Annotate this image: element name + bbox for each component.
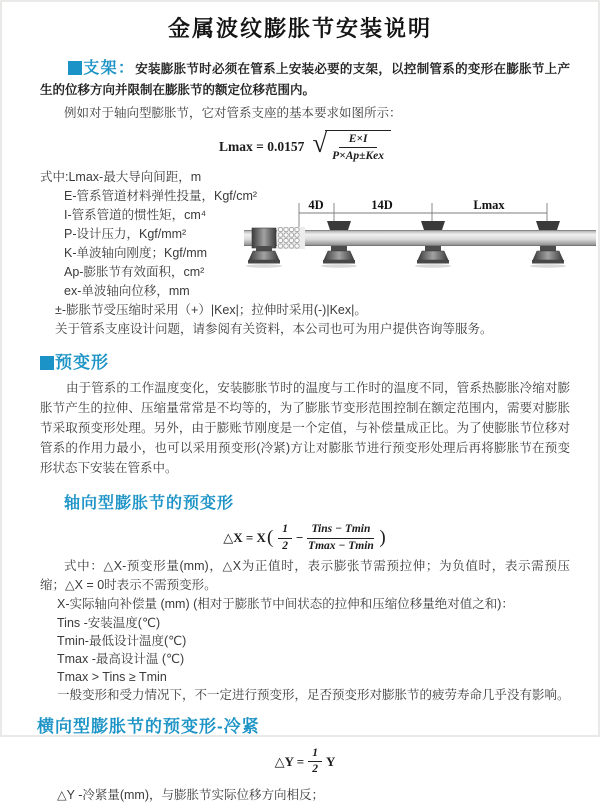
note-line: Tmax > Tins ≥ Tmin [57, 670, 167, 685]
fraction-numerator: Tins − Tmin [307, 523, 374, 539]
axial-where-paragraph: 式中：△X-预变形量(mm)，△X为正值时，表示膨张节需预拉伸；为负值时，表示需预压缩；△X = 0时表示不需预变形。 [40, 559, 570, 592]
formula-lmax-numerator: E×I [339, 132, 378, 148]
radical-icon: √ [312, 128, 328, 158]
support-section-heading: 支架： [83, 60, 136, 77]
variable-line: P-设计压力，Kgf/mm² [64, 226, 187, 241]
note-line: Tmin-最低设计温度(℃) [57, 633, 187, 648]
note-line: Tmax -最高设计温 (℃) [57, 651, 185, 666]
variable-line: Ap-膨胀节有效面积，cm² [64, 264, 205, 279]
minus-sign: − [296, 530, 304, 546]
dim-label-14d: 14D [371, 198, 393, 212]
fraction-denominator: 2 [312, 763, 318, 776]
formula-delta-x-lhs: △X = X [223, 530, 266, 546]
variable-line: K-单波轴向刚度；Kgf/mm [64, 245, 208, 260]
predeform-section-heading [40, 348, 570, 373]
where-line: 式中:Lmax-最大导向间距，m [40, 169, 202, 184]
close-paren: ) [379, 527, 386, 549]
section-marker-icon [68, 61, 82, 75]
variable-line: ex-单波轴向位移，mm [64, 283, 190, 298]
consult-note: 关于管系支座设计问题，请参阅有关资料，本公司也可为用户提供咨询等服务。 [55, 321, 493, 336]
dim-label-lmax: Lmax [473, 198, 505, 212]
support-example-line: 例如对于轴向型膨胀节，它对管系支座的基本要求如图所示： [64, 106, 402, 120]
note-line: Tins -安装温度(℃) [57, 615, 161, 630]
formula-lmax-lhs: Lmax = 0.0157 [219, 138, 305, 154]
support-section-intro [40, 58, 570, 101]
formula-lmax [40, 130, 570, 164]
dim-label-4d: 4D [308, 198, 324, 212]
variable-line: I-管系管道的惯性矩，cm⁴ [64, 207, 207, 222]
open-paren: ( [266, 527, 274, 549]
page-title: 金属波纹膨胀节安装说明 [167, 16, 432, 41]
note-line: 一般变形和受力情况下，不一定进行预变形，足否预变形对膨胀节的疲劳寿命几乎没有影响。 [57, 688, 570, 703]
sqrt-fraction [325, 130, 391, 164]
pipe-support-diagram [242, 194, 598, 292]
axial-subsection-heading: 轴向型膨胀节的预变形 [64, 494, 235, 512]
fraction-numerator: 1 [308, 747, 322, 763]
predeform-heading-text: 预变形 [55, 352, 109, 372]
axial-notes [40, 595, 570, 704]
plus-minus-note: ±-膨胀节受压缩时采用（+）|Kex|；拉伸时采用(-)|Kex|。 [55, 302, 367, 317]
half-fraction [278, 523, 292, 554]
sqrt-expression [312, 130, 391, 164]
lateral-subsection-heading: 横向型膨胀节的预变形-冷紧 [37, 716, 260, 736]
note-line: X-实际轴向补偿量 (mm) (相对于膨胀节中间状态的拉伸和压缩位移量绝对值之和)： [57, 597, 514, 612]
fraction-denominator: 2 [282, 539, 289, 552]
formula-lmax-denominator: P×Ap±Kex [332, 150, 384, 163]
formula-delta-y [40, 747, 570, 778]
support-intro-text: 安装膨胀节时必须在管系上安装必要的支架，以控制管系的变形在膨胀节上产生的位移方向并限制在膨胀节的额定位移范围内。 [40, 62, 570, 97]
fraction-denominator: Tmax − Tmin [308, 539, 374, 552]
temperature-fraction [307, 523, 374, 554]
formula-delta-x [40, 523, 570, 554]
document-body [2, 58, 598, 805]
bellows-icon [277, 227, 305, 249]
half-fraction [308, 747, 322, 778]
predeform-paragraph: 由于管系的工作温度变化，安装膨胀节时的温度与工作时的温度不同，管系热膨胀冷缩对膨胀节产生的拉伸、压缩量常常是不均等的，为了膨胀节变形范围控制在额定范围内，需要对膨胀节采取预变形处理。另外，由于膨账节刚度是一个定值，与补偿量成正比。为了使膨胀节位移对管系的作用力最小，也可以采用预变形(冷紧)方让对膨胀节进行预变形处理后再将膨胀节在预变形状态下安装在管系中。 [40, 380, 570, 475]
formula-delta-y-lhs: △Y = [274, 753, 305, 769]
formula-delta-y-rhs: Y [325, 753, 336, 769]
section-marker-icon [40, 356, 54, 370]
fraction-numerator: 1 [278, 523, 292, 539]
lateral-note-line: △Y -冷紧量(mm)，与膨胀节实际位移方向相反； [57, 788, 325, 803]
variable-line: E-管系管道材料弹性投量，Kgf/cm² [64, 188, 258, 203]
